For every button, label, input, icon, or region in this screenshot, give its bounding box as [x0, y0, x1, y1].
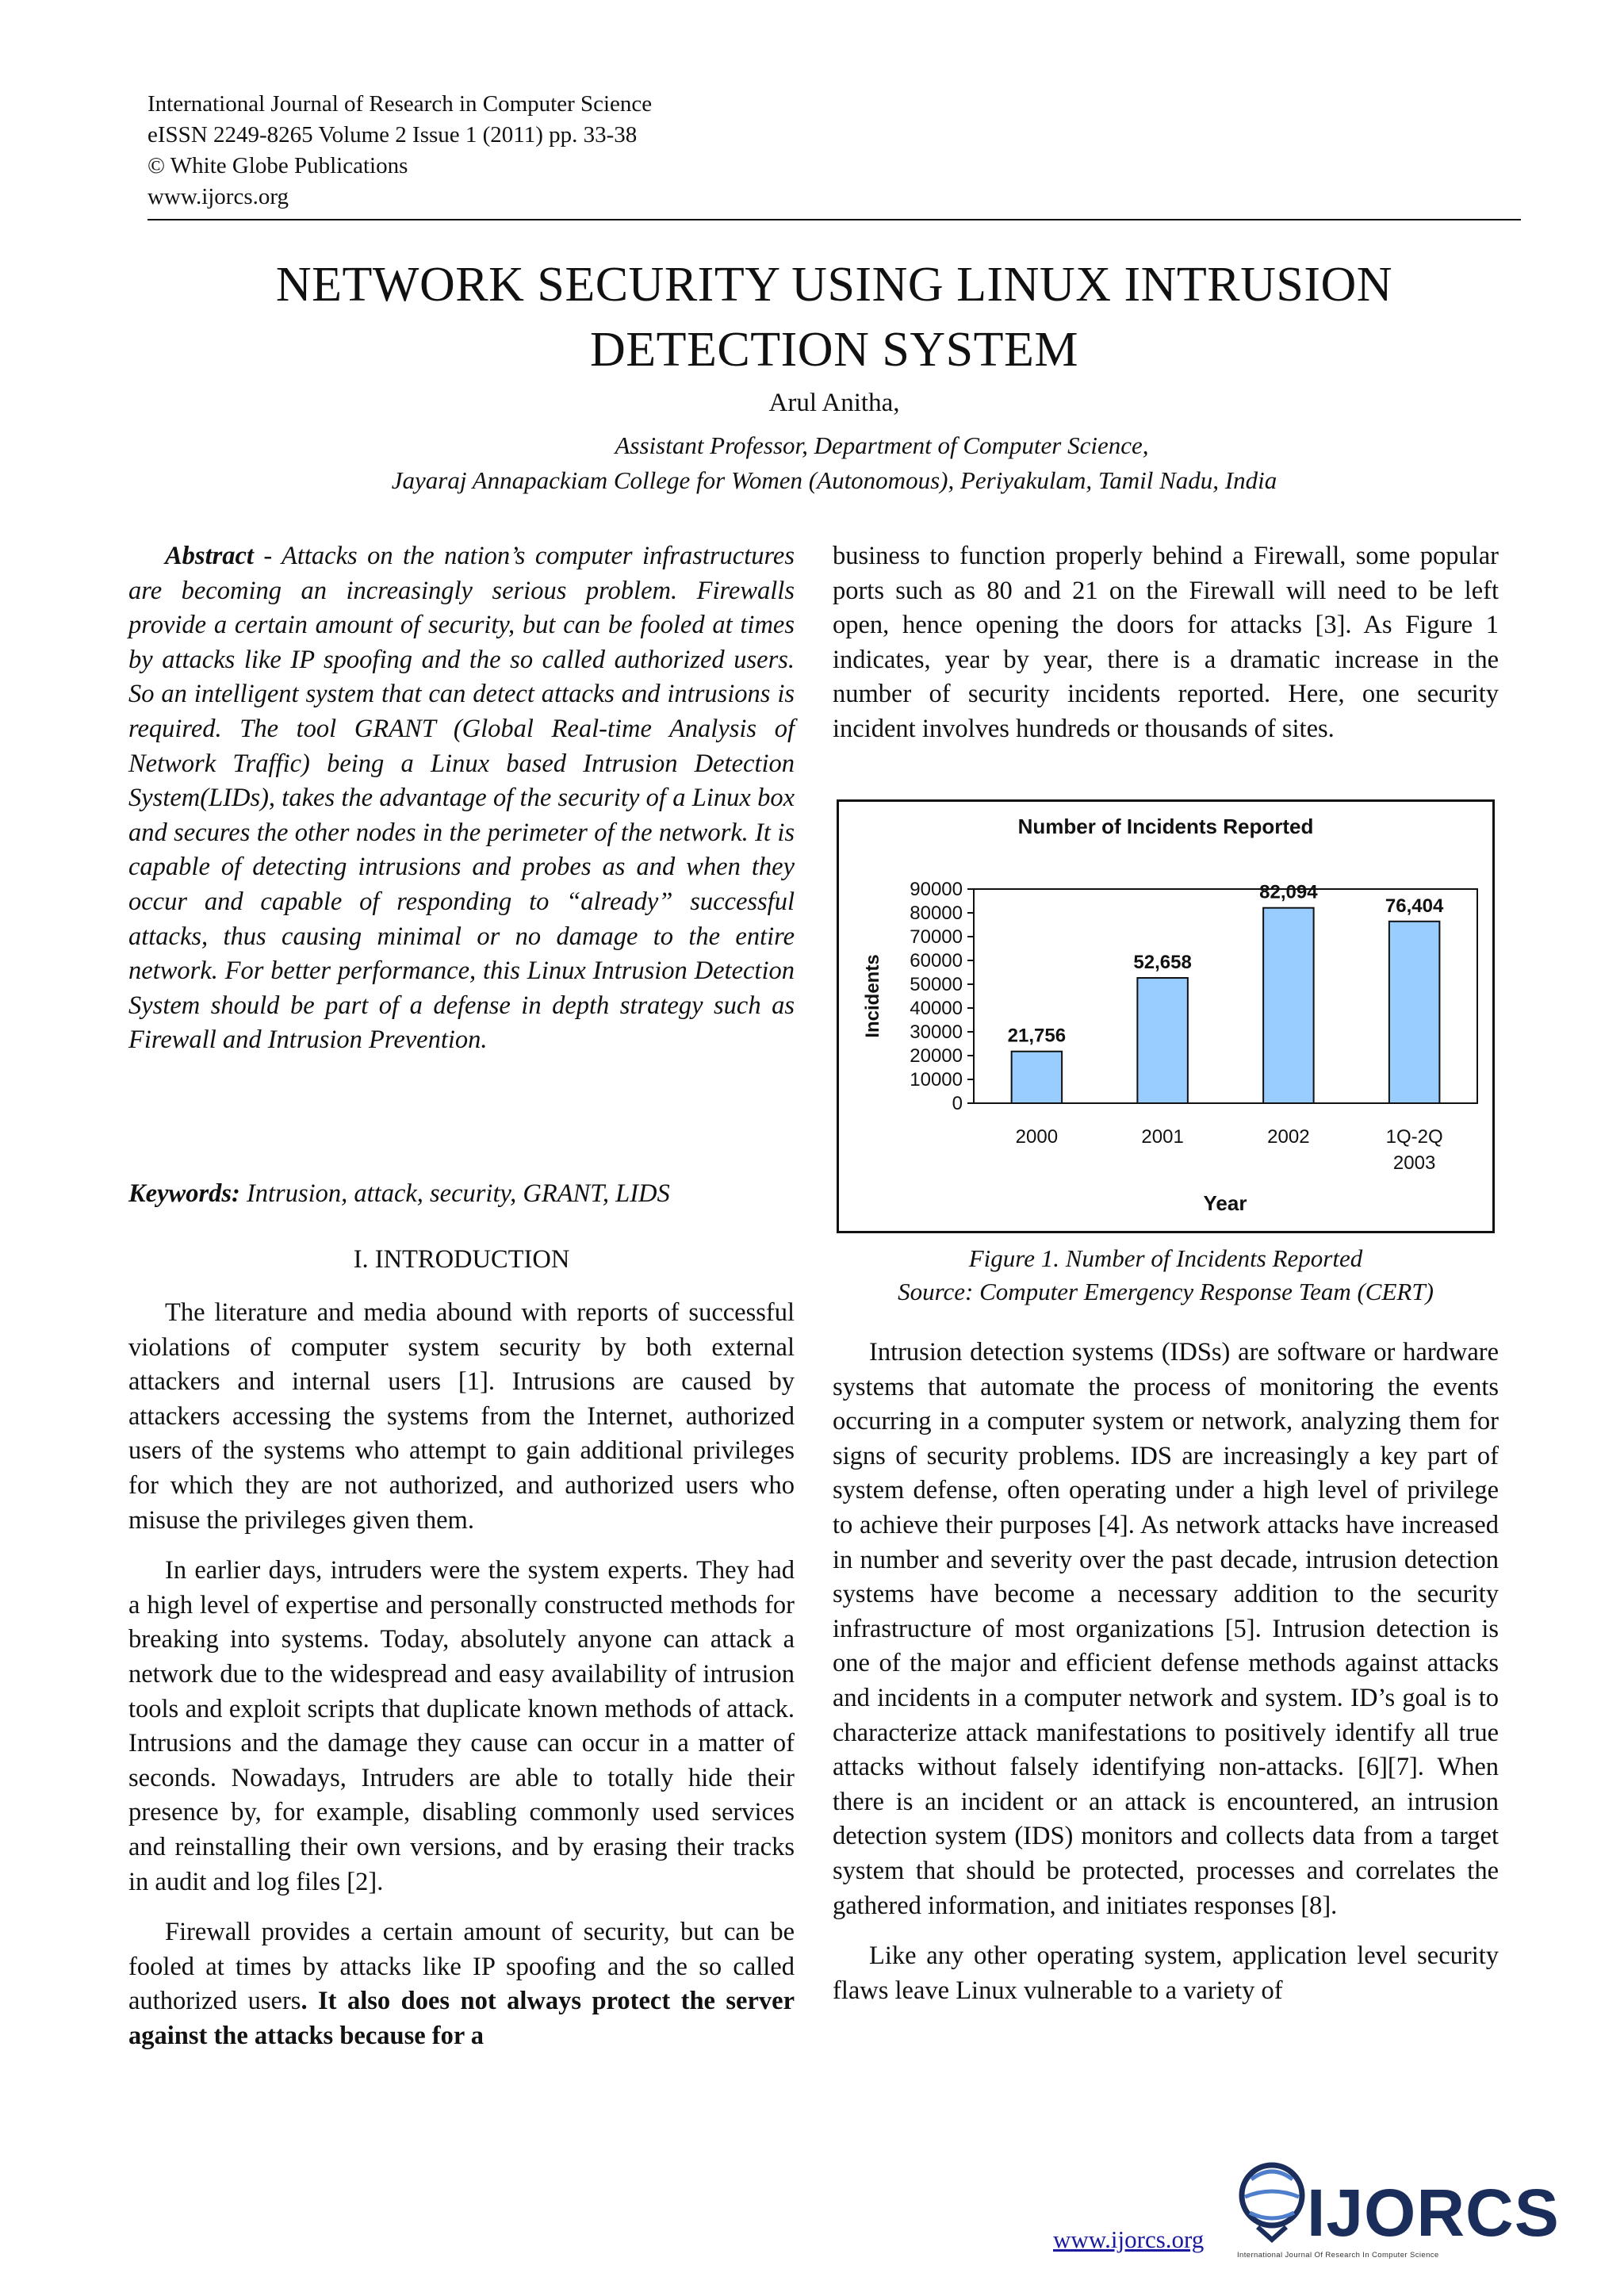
- intro-paragraph-3-part-b: . It also does not always protect the server against the attacks because for a: [128, 1987, 795, 2050]
- y-tick-label: 20000: [910, 1045, 963, 1067]
- journal-issn: eISSN 2249-8265 Volume 2 Issue 1 (2011) pp. 33-38: [147, 122, 638, 148]
- title-line-2: DETECTION SYSTEM: [590, 323, 1078, 377]
- abstract-label: Abstract: [165, 542, 254, 570]
- linux-paragraph: Like any other operating system, application level security flaws leave Linux vulnerable to a variety of: [833, 1941, 1499, 2005]
- y-tick-label: 50000: [910, 974, 963, 995]
- author-affiliation: [147, 428, 1521, 498]
- bar-chart: [839, 802, 1492, 1231]
- intro-paragraph-2: In earlier days, intruders were the system experts. They had a high level of expertise and personally constructed methods for breaking into systems. Today, absolutely anyone can attack a network due to the widespread and easy availability of intrusion tools and exploit scripts that duplicate known methods of attack. Intrusions and the damage they cause can occur in a matter of seconds. Nowadays, Intruders are able to totally hide their presence by, for example, disabling commonly used services and reinstalling their own versions, and by erasing their tracks in audit and log files [2].: [128, 1556, 795, 1896]
- ids-paragraph: Intrusion detection systems (IDSs) are software or hardware systems that automate the process of monitoring the events occurring in a computer system or network, analyzing them for signs of security problems. IDS are increasingly a key part of system defense, often operating under a high level of privilege to achieve their purposes [4]. As network attacks have increased in number and severity over the past decade, intrusion detection systems have become a necessary addition to the security infrastructure of most organizations [5]. Intrusion detection is one of the major and efficient defense methods against attacks and incidents in a computer network and system. ID’s goal is to characterize attack manifestations to positively identify all true attacks without falsely identifying non-attacks. [6][7]. When there is an incident or an attack is encountered, an intrusion detection system (IDS) monitors and collects data from a target system that should be protected, processes and correlates the gathered information, and initiates responses [8].: [833, 1338, 1499, 1920]
- bar-data-label: 82,094: [1259, 881, 1318, 903]
- right-column-top: [833, 539, 1499, 747]
- chart-x-axis-label: Year: [1203, 1191, 1247, 1215]
- x-tick-label: 2003: [1392, 1152, 1436, 1174]
- y-tick-label: 60000: [910, 950, 963, 972]
- introduction-body: [128, 1296, 795, 2069]
- keywords-text: Intrusion, attack, security, GRANT, LIDS: [239, 1179, 670, 1208]
- y-tick-label: 30000: [910, 1022, 963, 1043]
- x-tick-label: 2000: [1015, 1126, 1059, 1148]
- figure-1: [837, 799, 1495, 1233]
- y-tick-label: 80000: [910, 903, 963, 924]
- x-tick-label: 2002: [1267, 1126, 1310, 1148]
- keywords: [128, 1177, 795, 1212]
- ijorcs-logo-subtitle: International Journal Of Research In Computer Science: [1237, 2251, 1439, 2260]
- header-divider: [147, 219, 1521, 220]
- y-tick-label: 40000: [910, 998, 963, 1019]
- author-name: Arul Anitha,: [768, 389, 900, 417]
- x-tick-label: 2001: [1141, 1126, 1184, 1148]
- figure-caption: [833, 1242, 1499, 1309]
- intro-paragraph-3-part-a: Firewall provides a certain amount of security, but can be fooled at times by attacks like IP spoofing and the so called authorized users: [128, 1918, 795, 2016]
- figure-caption-title: Figure 1. Number of Incidents Reported: [968, 1244, 1363, 1272]
- paper-title: [147, 252, 1521, 382]
- journal-name: International Journal of Research in Computer Science: [147, 91, 653, 117]
- intro-paragraph-3: [128, 1915, 795, 2053]
- journal-publisher: © White Globe Publications: [147, 153, 408, 178]
- bar: [1263, 908, 1314, 1103]
- abstract: [128, 539, 795, 1058]
- y-tick-label: 10000: [910, 1069, 963, 1091]
- ijorcs-logo-text: IJORCS: [1307, 2175, 1560, 2250]
- chart-y-axis-label: Incidents: [862, 954, 883, 1038]
- keywords-label: Keywords:: [128, 1179, 240, 1208]
- abstract-text: - Attacks on the nation’s computer infrastructures are becoming an increasingly serious problem. Firewalls provide a certain amount of security, but can be fooled at times by attacks like IP spoofing and the so called authorized users. So an intelligent system that can detect attacks and intrusions is required. The tool GRANT (Global Real-time Analysis of Network Traffic) being a Linux based Intrusion Detection System(LIDs), takes the advantage of the security of a Linux box and secures the other nodes in the perimeter of the network. It is capable of detecting intrusions and probes as and when they occur and capable of responding to “already” successful attacks, thus causing minimal or no damage to the entire network. For better performance, this Linux Intrusion Detection System should be part of a defense in depth strategy such as Firewall and Intrusion Prevention.: [128, 542, 795, 1055]
- journal-website: www.ijorcs.org: [147, 184, 289, 209]
- y-tick-label: 70000: [910, 926, 963, 948]
- bar: [1389, 922, 1440, 1103]
- title-line-1: NETWORK SECURITY USING LINUX INTRUSION: [275, 258, 1393, 312]
- intro-paragraph-1: The literature and media abound with reports of successful violations of computer system security by both external attackers and internal users [1]. Intrusions are caused by attackers accessing the systems from the Internet, authorized users of the systems who attempt to gain additional privileges for which they are not authorized, and authorized users who misuse the privileges given them.: [128, 1298, 795, 1535]
- chart-plot-area: [910, 879, 1477, 1174]
- bar-data-label: 52,658: [1133, 952, 1192, 974]
- section-heading-introduction: I. INTRODUCTION: [353, 1245, 570, 1274]
- affiliation-line-1: Assistant Professor, Department of Computer Science,: [615, 431, 1149, 459]
- y-tick-label: 90000: [910, 879, 963, 900]
- right-paragraph-continued: business to function properly behind a Firewall, some popular ports such as 80 and 21 on the Firewall will need to be left open, hence opening the doors for attacks [3]. As Figure 1 indicates, year by year, there is a dramatic increase in the number of security incidents reported. Here, one security incident involves hundreds or thousands of sites.: [833, 542, 1499, 743]
- figure-caption-source: Source: Computer Emergency Response Team (CERT): [898, 1278, 1434, 1305]
- affiliation-line-2: Jayaraj Annapackiam College for Women (Autonomous), Periyakulam, Tamil Nadu, India: [391, 466, 1277, 494]
- footer-website-link[interactable]: www.ijorcs.org: [1053, 2225, 1205, 2253]
- bar: [1137, 978, 1188, 1103]
- x-tick-label: 1Q-2Q: [1385, 1126, 1443, 1148]
- y-tick-label: 0: [952, 1093, 963, 1114]
- chart-title: Number of Incidents Reported: [1017, 815, 1314, 838]
- bar: [1012, 1052, 1063, 1103]
- bar-data-label: 76,404: [1385, 895, 1444, 917]
- bar-data-label: 21,756: [1007, 1025, 1067, 1047]
- right-column-body: [833, 1336, 1499, 2024]
- globe-logo-icon: [1234, 2156, 1310, 2244]
- journal-header: [147, 89, 652, 213]
